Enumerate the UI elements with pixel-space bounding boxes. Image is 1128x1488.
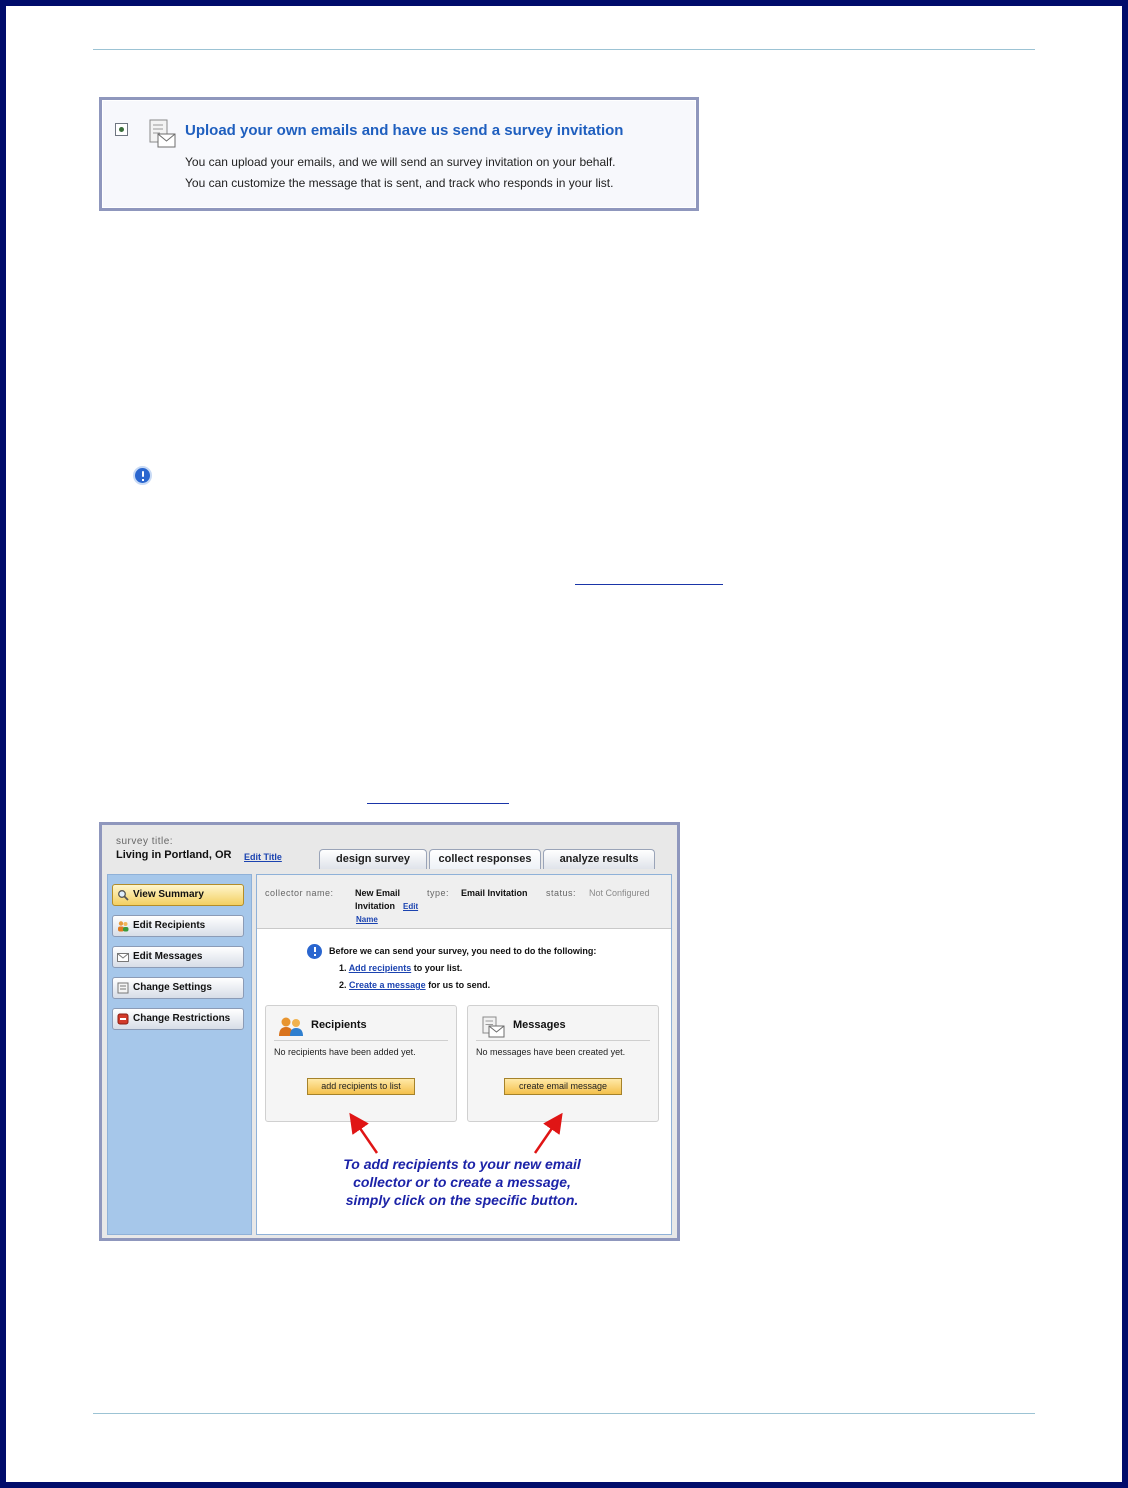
callout-line-3: simply click on the specific button. [345, 1192, 579, 1208]
callout-line-1: To add recipients to your new email [343, 1156, 581, 1172]
tab-collect-responses[interactable]: collect responses [429, 849, 541, 869]
add-recipients-button[interactable]: add recipients to list [307, 1078, 415, 1095]
collector-name-line-2: Invitation [355, 901, 395, 911]
edit-title-link[interactable]: Edit Title [244, 852, 282, 862]
create-email-message-button[interactable]: create email message [504, 1078, 622, 1095]
summary-panel [256, 874, 672, 1235]
callout-line-2: collector or to create a message, [353, 1174, 571, 1190]
survey-title: Living in Portland, OR [116, 849, 232, 861]
settings-icon [117, 982, 129, 994]
status-label: status: [546, 888, 577, 898]
header-rule [93, 49, 1035, 50]
option-description-line-2: You can customize the message that is sent, and track who responds in your list. [185, 176, 614, 190]
add-recipients-link[interactable]: Add recipients [348, 963, 412, 973]
option-description [185, 152, 615, 194]
email-document-icon [148, 119, 176, 149]
collector-name-label: collector name: [265, 888, 334, 898]
option-title[interactable]: Upload your own emails and have us send a survey invitation [185, 122, 624, 139]
edit-name-link-name[interactable]: Name [356, 915, 378, 924]
type-label: type: [427, 888, 450, 898]
edit-messages-label: Edit Messages [133, 951, 203, 962]
survey-title-label: survey title: [116, 836, 174, 847]
change-restrictions-label: Change Restrictions [133, 1013, 231, 1024]
document-page [6, 6, 1122, 1482]
tab-design-survey[interactable]: design survey [319, 849, 427, 869]
collector-status: Not Configured [589, 888, 650, 898]
change-restrictions-button[interactable] [112, 1008, 244, 1030]
collector-name-line-1: New Email [355, 888, 401, 898]
tab-analyze-results[interactable]: analyze results [543, 849, 655, 869]
notice-text: Before we can send your survey, you need to do the following: [329, 946, 597, 956]
step-1-number: 1. [339, 963, 347, 973]
instruction-callout [297, 1155, 627, 1209]
option-description-line-1: You can upload your emails, and we will send an survey invitation on your behalf. [185, 155, 616, 169]
edit-name-link[interactable]: Edit [403, 902, 419, 911]
option-radio-button[interactable] [115, 123, 128, 136]
arrow-to-add-recipients [355, 1121, 377, 1153]
step-2-text: for us to send. [428, 980, 491, 990]
message-icon [117, 951, 129, 963]
info-icon [133, 466, 152, 485]
messages-text: No messages have been created yet. [476, 1047, 626, 1057]
collector-type: Email Invitation [461, 888, 528, 898]
link-underline[interactable] [575, 584, 723, 585]
change-settings-button[interactable] [112, 977, 244, 999]
edit-recipients-label: Edit Recipients [133, 920, 206, 931]
recipients-text: No recipients have been added yet. [274, 1047, 416, 1057]
view-summary-button[interactable] [112, 884, 244, 906]
recipients-title: Recipients [311, 1019, 367, 1031]
sidebar [107, 874, 252, 1235]
magnifier-icon [117, 889, 129, 901]
change-settings-label: Change Settings [133, 982, 212, 993]
collector-summary-screenshot [99, 822, 680, 1241]
restrictions-icon [117, 1013, 129, 1025]
edit-recipients-button[interactable] [112, 915, 244, 937]
link-underline[interactable] [367, 803, 509, 804]
people-icon [117, 920, 129, 932]
step-2-number: 2. [339, 980, 347, 990]
edit-messages-button[interactable] [112, 946, 244, 968]
arrow-to-create-message [535, 1121, 557, 1153]
view-summary-label: View Summary [133, 889, 204, 900]
step-1-text: to your list. [413, 963, 463, 973]
collector-option-screenshot [99, 97, 699, 211]
messages-title: Messages [513, 1019, 566, 1031]
footer-rule [93, 1413, 1035, 1414]
create-message-link[interactable]: Create a message [349, 980, 426, 990]
